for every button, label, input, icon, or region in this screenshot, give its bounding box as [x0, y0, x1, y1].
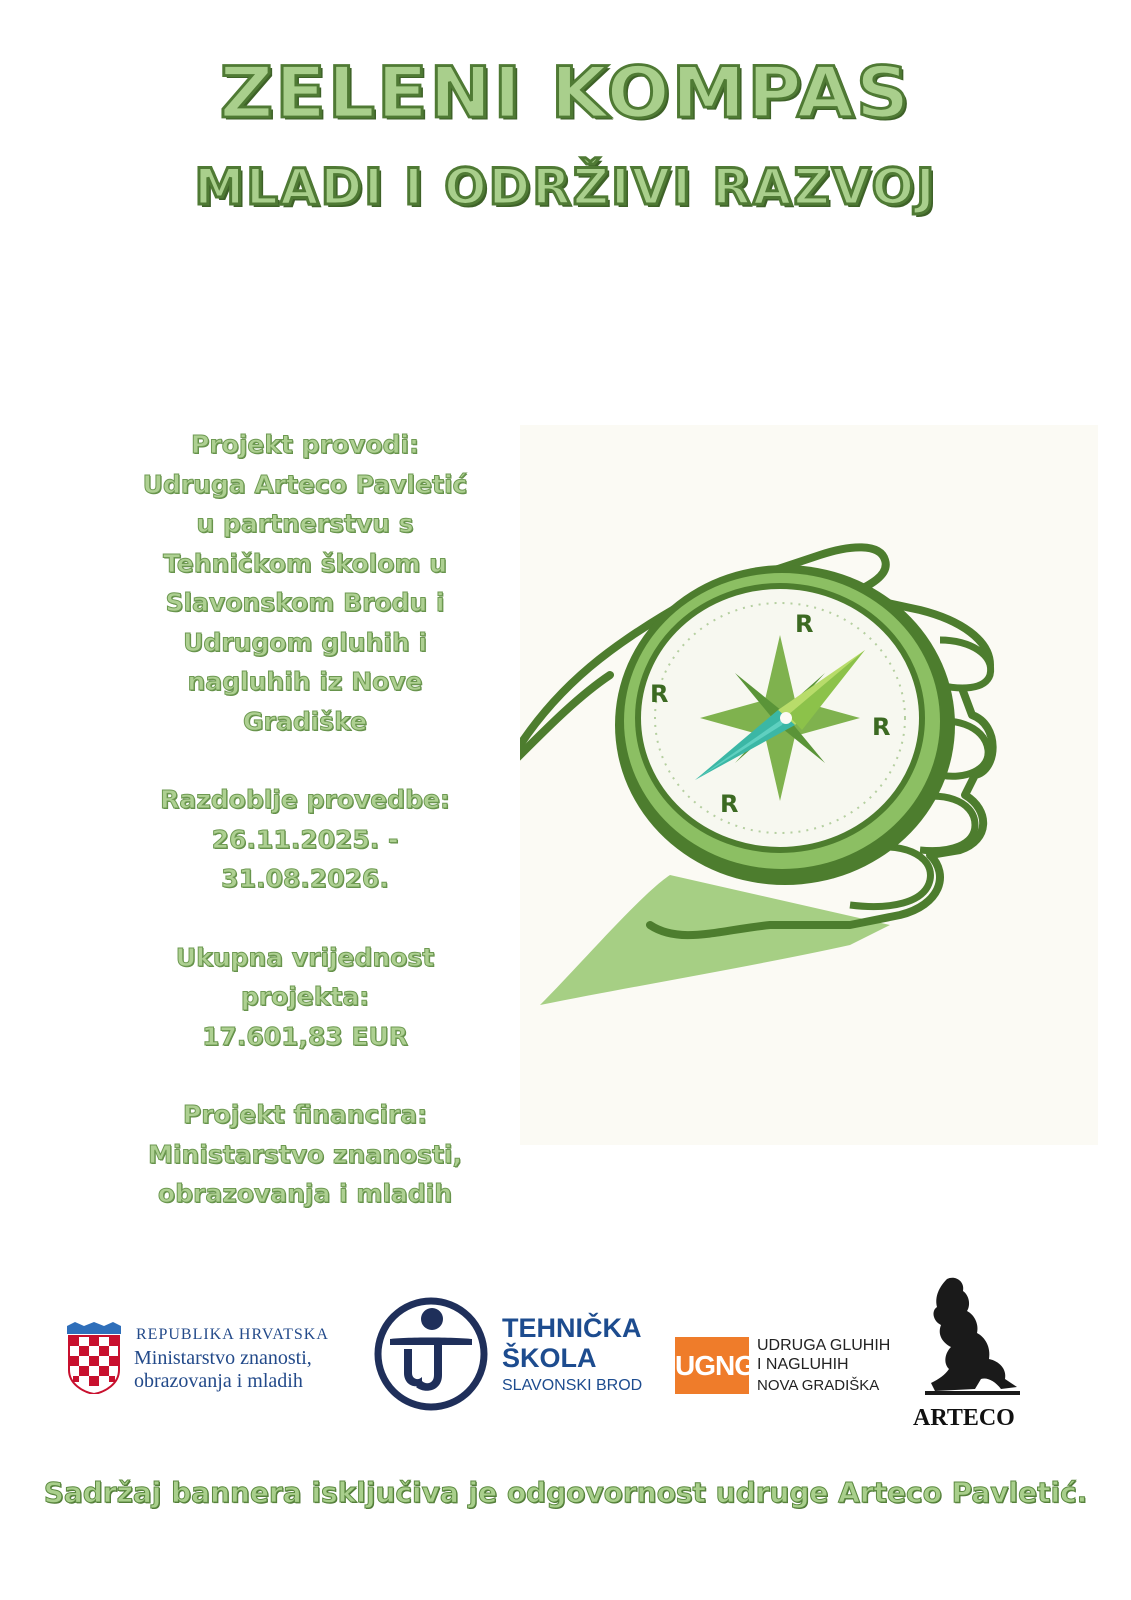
school-city: SLAVONSKI BROD [502, 1377, 643, 1394]
info-line: obrazovanja i mladih [157, 1179, 453, 1208]
implementer-block [110, 425, 500, 741]
compass-letter-west: R [650, 680, 669, 708]
disclaimer-footer: Sadržaj bannera isključiva je odgovornost udruge Arteco Pavletić. [43, 1476, 1088, 1509]
school-name-line1: TEHNIČKA [502, 1313, 642, 1343]
ministry-name-line1: Ministarstvo znanosti, [134, 1347, 312, 1369]
project-info [110, 425, 500, 1253]
ugng-city: NOVA GRADIŠKA [757, 1377, 880, 1394]
ministry-country: REPUBLIKA HRVATSKA [136, 1326, 329, 1343]
arteco-name: ARTECO [913, 1405, 1015, 1431]
info-line: Udrugom gluhih i [183, 627, 427, 657]
info-line: 26.11.2025. - [211, 824, 399, 854]
info-line: nagluhih iz Nove [187, 667, 423, 696]
info-line: 17.601,83 EUR [201, 1021, 409, 1051]
info-line: Slavonskom Brodu i [165, 588, 445, 617]
ugng-acronym: UGNG [675, 1350, 755, 1381]
info-line: Udruga Arteco Pavletić [142, 469, 468, 499]
info-line: u partnerstvu s [196, 509, 414, 538]
compass-letter-north: R [795, 610, 814, 638]
info-line: projekta: [240, 982, 370, 1011]
compass-illustration [520, 425, 1098, 1145]
school-emblem-icon [374, 1297, 488, 1411]
info-line: Ministarstvo znanosti, [148, 1139, 462, 1169]
hand-compass-icon [520, 425, 1098, 1145]
info-line: 31.08.2026. [221, 864, 389, 893]
info-line: Razdoblje provedbe: [160, 785, 450, 814]
info-line: Tehničkom školom u [163, 548, 447, 578]
info-line: Projekt financira: [182, 1100, 428, 1129]
compass-letter-south: R [720, 790, 739, 818]
compass-letter-east: R [872, 713, 891, 741]
ugng-name-line2: I NAGLUHIH [757, 1356, 849, 1373]
period-block [110, 780, 500, 899]
ugng-badge [675, 1337, 755, 1394]
croatian-coat-of-arms-icon [65, 1322, 123, 1394]
school-name-line2: ŠKOLA [502, 1343, 597, 1373]
info-line: Gradiške [243, 706, 367, 736]
ministry-name-line2: obrazovanja i mladih [134, 1370, 303, 1392]
poster-title: ZELENI KOMPAS [219, 52, 912, 134]
rearing-horse-icon [925, 1275, 1020, 1397]
value-block [110, 938, 500, 1057]
poster-subtitle: MLADI I ODRŽIVI RAZVOJ [194, 158, 937, 216]
info-line: Projekt provodi: [191, 430, 419, 459]
info-line: Ukupna vrijednost [175, 942, 435, 972]
funder-block [110, 1095, 500, 1214]
ugng-name-line1: UDRUGA GLUHIH [757, 1337, 891, 1354]
